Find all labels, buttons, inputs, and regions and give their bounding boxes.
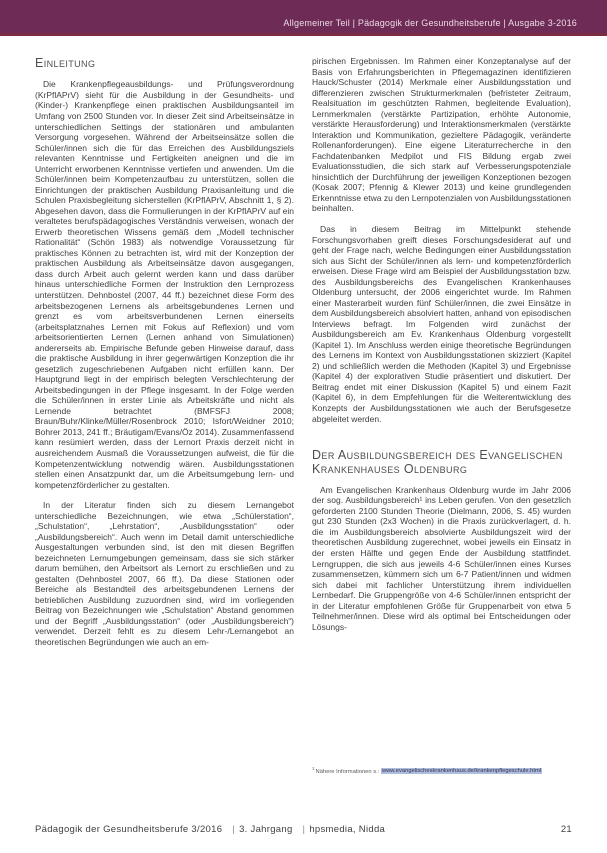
page-header-bar: [0, 0, 607, 36]
page-number: 21: [560, 824, 572, 835]
page-footer: [35, 824, 572, 835]
paragraph: Am Evangelischen Krankenhaus Oldenburg wurde im Jahr 2006 der sog. Ausbildungsbereich¹ ins Leben gerufen. Von den gesetzlich geforderten 2100 Stunden Theorie (Dielmann, 2006, S. 45) wurden gut 230 Stunden (2x3 Wochen) in die Praxis zurückverlagert, d. h. die im Ausbildungsbereich absolvierte Ausbildungszeit wird der theoretischen Ausbildung zugerechnet, wobei jeweils ein Einsatz in der ersten Hälfte und gegen Ende der Ausbildung stattfindet. Lerngruppen, die sich aus jeweils 4-6 Schüler/innen eines Kurses zusammensetzen, kümmern sich um 6-7 Patient/innen und widmen sich dabei mit fachlicher Unterstützung ihrem individuellen Lernbedarf. Die Gruppengröße von 4-6 Schüler/innen entspricht der in der Literatur empfohlenen Größe für Gruppenarbeit von etwa 5 Teilnehmer/innen. Diese wird als optimal bei Entscheidungen oder Lösungs-: [312, 484, 571, 632]
right-column: [312, 56, 571, 776]
footnote-marker: 1: [312, 765, 315, 771]
article-body: [0, 36, 607, 776]
footnote-url-link[interactable]: www.evangelischeskrankenhaus.de/krankenpflegeschule.html: [381, 768, 542, 775]
paragraph: Das in diesem Beitrag im Mittelpunkt stehende Forschungsvorhaben greift dieses Forschungsdesiderat auf und geht der Frage nach, welche Bedingungen einer Ausbildungsstation sich aus Sicht der Schüler/innen als lern- und kompetenzförderlich erweisen. Diese Frage wird am Beispiel der Ausbildungsstation bzw. des Ausbildungsbereichs des Evangelischen Krankenhauses Oldenburg untersucht, der 2006 eingerichtet wurde. Im Rahmen einer Masterarbeit wurden fünf Schüler/innen, die zwei Einsätze in dem Ausbildungsbereich absolviert hatten, anhand von episodischen Interviews befragt. Im Folgenden wird zunächst der Ausbildungsbereich am Ev. Krankenhaus Oldenburg vorgestellt (Kapitel 1). Im Anschluss werden einige theoretische Begründungen des Lernens im Kontext von Ausbildungsstationen skizziert (Kapitel 2) und schließlich werden die Methoden (Kapitel 3) und Ergebnisse (Kapitel 4) der explorativen Studie präsentiert und diskutiert. Der Beitrag endet mit einer Diskussion (Kapitel 5) und einem Fazit (Kapitel 6), in dem Empfehlungen für die Weiterentwicklung des Konzepts der Ausbildungsstationen wie auch der Berufsgesetze abgeleitet werden.: [312, 223, 571, 424]
paragraph: Die Krankenpflegeausbildungs- und Prüfungsverordnung (KrPflAPrV) sieht für die Ausbildung in der Gesundheits- und (Kinder-) Krankenpflege einen praktischen Ausbildungsanteil im Umfang von 2500 Stunden vor. In dieser Zeit sind Arbeitseinsätze in unterschiedlichen Settings der stationären und ambulanten Versorgung vorgesehen. Während der Arbeitseinsätze sollen die Schüler/innen sich die für das Erreichen des Ausbildungsziels relevanten Kenntnisse und Fertigkeiten aneignen und die im Unterricht erworbenen Kenntnisse vertiefen und anwenden. Um die Schüler/innen beim Kompetenzaufbau zu unterstützen, sollen die Einrichtungen der praktischen Ausbildung Praxisanleitung und die Schulen Praxisbegleitung sicherstellen (KrPflAPrV, Abschnitt 1, § 2). Abgesehen davon, dass die Formulierungen in der KrPflAPrV auf ein veraltetes berufspädagogisches Verständnis verweisen, wonach der Erwerb theoretischen Wissens gemäß dem „Modell technischer Rationalität“ (Schön 1983) als notwendige Voraussetzung für praktisches Können zu betrachten ist, wird mit der Konzeption der praktischen Ausbildung als Arbeitseinsätze davon ausgegangen, dass durch Arbeit auch gelernt werden kann und dass darüber hinaus unterschiedliche Formen der Instruktion den Lernprozess unterstützen. Dehnbostel (2007, 44 ff.) bezeichnet diese Form des arbeitsbezogenen Lernens als arbeitsgebundenes Lernen und grenzt es vom arbeitsverbundenen Lernen einerseits (arbeitsplatznahes Lernen mit Fokus auf Reflexion) und vom arbeitsorientierten Lernen (Lernen anhand von Simulationen) andererseits ab. Empirische Befunde geben Hinweise darauf, dass die praktische Ausbildung in ihrer gegenwärtigen Konzeption die ihr gesetzlich zugeschriebenen Aufgaben nicht erfüllen kann. Der Hauptgrund liegt in der empirisch belegten Verschlechterung der Arbeitsbedingungen in der Pflege insgesamt. In der Folge werden die Schüler/innen in erster Linie als Arbeitskräfte und nicht als Lernende betrachtet (BMFSFJ 2008; Braun/Buhr/Klinke/Müller/Rosenbrock 2010; Isfort/Weidner 2010; Bohrer 2013, 241 ff.; Bräutigam/Evans/Öz 2014). Zusammenfassend kann resümiert werden, dass der Lernort Praxis derzeit nicht in ausreichendem Ausmaß die Voraussetzungen aufweist, die für die Kompetenzentwicklung notwendig wären. Ausbildungsstationen stellen einen Ansatzpunkt dar, um die Arbeitsumgebung lern- und kompetenzförderlicher zu gestalten.: [35, 79, 294, 490]
left-column: [35, 56, 294, 776]
paragraph: pirischen Ergebnissen. Im Rahmen einer Konzeptanalyse auf der Basis von Erfahrungsberichten in Pflegemagazinen identifizieren Hauck/Schuster (2014) Merkmale einer Ausbildungsstation und differenzieren zwischen Strukturmerkmalen (befristeter Zeitraum, Realsituation im geschützten Rahmen, begleitende Evaluation), Lernmerkmalen (verstärkte Partizipation, erhöhte Autonomie, verstärkte Herausforderung) und Interaktionsmerkmalen (verstärkte Interaktion und Kommunikation, gezieltere Pädagogik, veränderte Rollenanforderungen). Eine eigene Literaturrecherche in den Fachdatenbanken Medpilot und FIS Bildung ergab zwei Evaluationsstudien, die sich stark auf Verbesserungspotenziale hinsichtlich der Durchführung der jeweiligen Konzeptionen bezogen (Kosak 2007; Pfennig & Klewer 2013) und keine grundlegenden Erkenntnisse etwa zu den Lernpotenzialen von Ausbildungsstationen beinhalten.: [312, 56, 571, 214]
footer-journal-title: Pädagogik der Gesundheitsberufe 3/2016: [35, 824, 223, 835]
section-heading-ausbildungsbereich: Der Ausbildungsbereich des Evangelischen Krankenhauses Oldenburg: [312, 448, 563, 477]
footer-separator: |: [302, 824, 306, 835]
running-head: Allgemeiner Teil | Pädagogik der Gesundheitsberufe | Ausgabe 3-2016: [283, 18, 577, 28]
paragraph: In der Literatur finden sich zu diesem Lernangebot unterschiedliche Bezeichnungen, wie etwa „Schülerstation“, „Schulstation“, „Lehrstation“, „Ausbildungsstation“ oder „Ausbildungsbereich“. Auch wenn im Detail damit unterschiedliche Ausgestaltungen verbunden sind, ist den mit diesen Begriffen bezeichneten Lernumgebungen gemeinsam, dass sie sich stärker darum bemühen, den Arbeitsort als Lernort zu erschließen und zu gestalten (Dehnbostel 2007, 66 ff.). Da diese Stationen oder Bereiche als Bestandteil des arbeitsgebundenen Lernens der betrieblichen Ausbildung zuzuordnen sind, wird im vorliegenden Beitrag von Bezeichnungen wie „Schulstation“ Abstand genommen und der Begriff „Ausbildungsstation“ (oder „Ausbildungsbereich“) verwendet. Derzeit fehlt es zu diesem Lehr-/Lernangebot an theoretischen Begründungen wie auch an em-: [35, 500, 294, 647]
footer-publisher: hpsmedia, Nidda: [309, 824, 386, 835]
footer-volume: 3. Jahrgang: [239, 824, 293, 835]
section-heading-einleitung: Einleitung: [35, 56, 96, 70]
footnote: [312, 754, 571, 776]
footer-separator: |: [232, 824, 236, 835]
footnote-text: Nähere Informationen s.:: [315, 768, 381, 775]
footer-imprint: [35, 824, 389, 835]
